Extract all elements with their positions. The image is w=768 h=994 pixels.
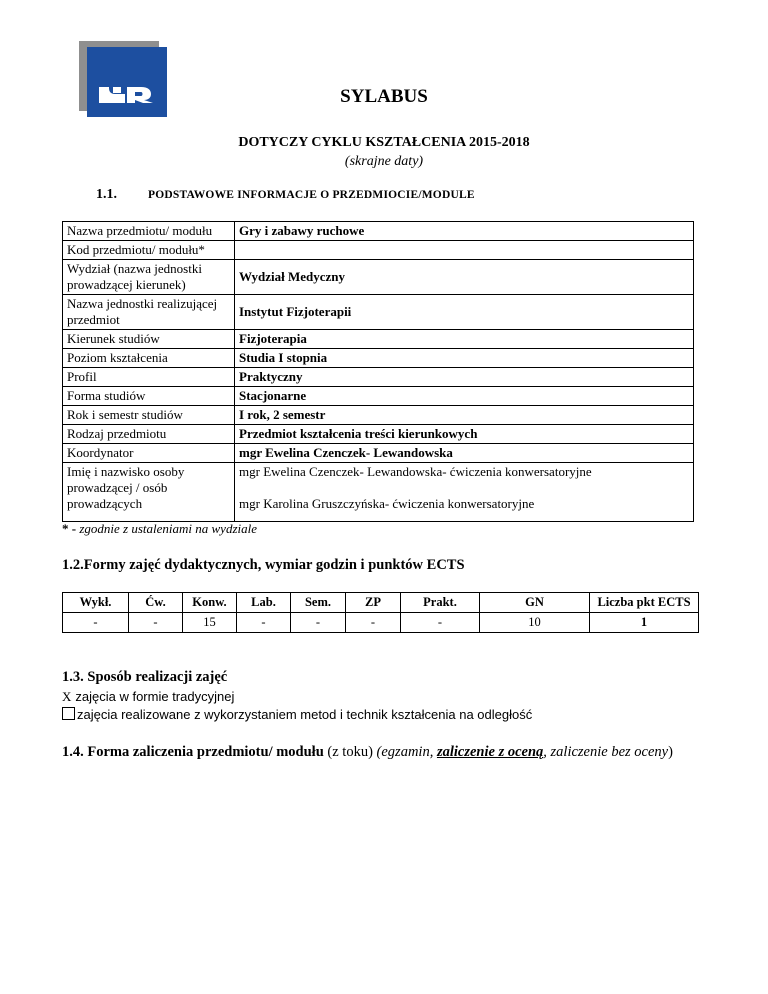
empty-checkbox-icon: [62, 707, 75, 720]
info-value: Gry i zabawy ruchowe: [235, 222, 694, 241]
section-1-2-title: 1.2.Formy zajęć dydaktycznych, wymiar godzin i punktów ECTS: [62, 557, 465, 573]
info-label: Koordynator: [63, 444, 235, 463]
course-info-table: [62, 221, 694, 522]
table-row: [63, 222, 694, 241]
hours-header: ZP: [346, 593, 401, 613]
footnote: [62, 521, 257, 537]
table-row: [63, 613, 699, 633]
info-label: Kierunek studiów: [63, 330, 235, 349]
info-value: Studia I stopnia: [235, 349, 694, 368]
info-value: [235, 241, 694, 260]
table-row: [63, 444, 694, 463]
option-traditional: [62, 689, 234, 705]
hours-header: Sem.: [291, 593, 346, 613]
hours-value: -: [401, 613, 480, 633]
info-value: Stacjonarne: [235, 387, 694, 406]
section-1-4-opt-a: (egzamin,: [376, 744, 437, 760]
info-value: Fizjoterapia: [235, 330, 694, 349]
hours-header: Liczba pkt ECTS: [590, 593, 699, 613]
info-label: Nazwa przedmiotu/ modułu: [63, 222, 235, 241]
footnote-text: zgodnie z ustaleniami na wydziale: [76, 521, 258, 536]
info-label: Kod przedmiotu/ modułu*: [63, 241, 235, 260]
table-row: [63, 368, 694, 387]
hours-table: [62, 592, 699, 633]
hours-value: -: [129, 613, 183, 633]
section-1-1-title: PODSTAWOWE INFORMACJE O PRZEDMIOCIE/MODULE: [148, 189, 475, 201]
hours-value: -: [237, 613, 291, 633]
hours-value: -: [346, 613, 401, 633]
table-row: [63, 463, 694, 522]
section-1-4-title: 1.4. Forma zaliczenia przedmiotu/ modułu: [62, 744, 324, 760]
info-value: mgr Ewelina Czenczek- Lewandowska: [235, 444, 694, 463]
info-label: Poziom kształcenia: [63, 349, 235, 368]
section-1-1-number: 1.1.: [96, 187, 117, 202]
info-label: Imię i nazwisko osoby prowadzącej / osób prowadzących: [63, 463, 235, 522]
table-row: [63, 295, 694, 330]
option-label: zajęcia w formie tradycyjnej: [75, 689, 235, 704]
info-value: I rok, 2 semestr: [235, 406, 694, 425]
hours-header: Konw.: [183, 593, 237, 613]
hours-value: -: [291, 613, 346, 633]
instructor-1: mgr Ewelina Czenczek- Lewandowska- ćwiczenia konwersatoryjne: [239, 464, 592, 479]
info-value: Wydział Medyczny: [235, 260, 694, 295]
info-value: Praktyczny: [235, 368, 694, 387]
info-value: Przedmiot kształcenia treści kierunkowych: [235, 425, 694, 444]
option-remote: [62, 707, 532, 722]
footnote-star: * -: [62, 521, 77, 536]
option-label: zajęcia realizowane z wykorzystaniem metod i technik kształcenia na odległość: [77, 707, 533, 722]
section-1-4-opt-b: , zaliczenie bez oceny: [543, 744, 669, 760]
hours-value: 15: [183, 613, 237, 633]
hours-value: 10: [480, 613, 590, 633]
section-1-4: [62, 742, 698, 763]
instructor-2: mgr Karolina Gruszczyńska- ćwiczenia konwersatoryjne: [239, 496, 535, 511]
hours-value: -: [63, 613, 129, 633]
info-value: Instytut Fizjoterapii: [235, 295, 694, 330]
cycle-heading: DOTYCZY CYKLU KSZTAŁCENIA 2015-2018: [238, 135, 530, 150]
info-label: Profil: [63, 368, 235, 387]
table-row: [63, 260, 694, 295]
section-1-4-mode: (z toku): [323, 744, 377, 760]
section-1-3-title: 1.3. Sposób realizacji zajęć: [62, 669, 228, 685]
section-1-4-close: ): [668, 744, 673, 760]
info-label: Rodzaj przedmiotu: [63, 425, 235, 444]
selected-mark: X: [62, 689, 72, 704]
dates-note: (skrajne daty): [344, 154, 424, 169]
table-row: [63, 349, 694, 368]
info-label: Wydział (nazwa jednostki prowadzącej kierunek): [63, 260, 235, 295]
hours-header: Lab.: [237, 593, 291, 613]
table-row: [63, 241, 694, 260]
ects-value: 1: [590, 613, 699, 633]
table-row: [63, 387, 694, 406]
document-title: SYLABUS: [340, 86, 428, 107]
hours-header: Prakt.: [401, 593, 480, 613]
table-row: [63, 330, 694, 349]
info-label: Rok i semestr studiów: [63, 406, 235, 425]
table-row: [63, 425, 694, 444]
table-row: [63, 406, 694, 425]
info-value: [235, 463, 694, 522]
hours-header: Ćw.: [129, 593, 183, 613]
hours-header: Wykł.: [63, 593, 129, 613]
info-label: Nazwa jednostki realizującej przedmiot: [63, 295, 235, 330]
section-1-4-selected: zaliczenie z oceną: [436, 744, 544, 760]
hours-header: GN: [480, 593, 590, 613]
table-row: [63, 593, 699, 613]
info-label: Forma studiów: [63, 387, 235, 406]
